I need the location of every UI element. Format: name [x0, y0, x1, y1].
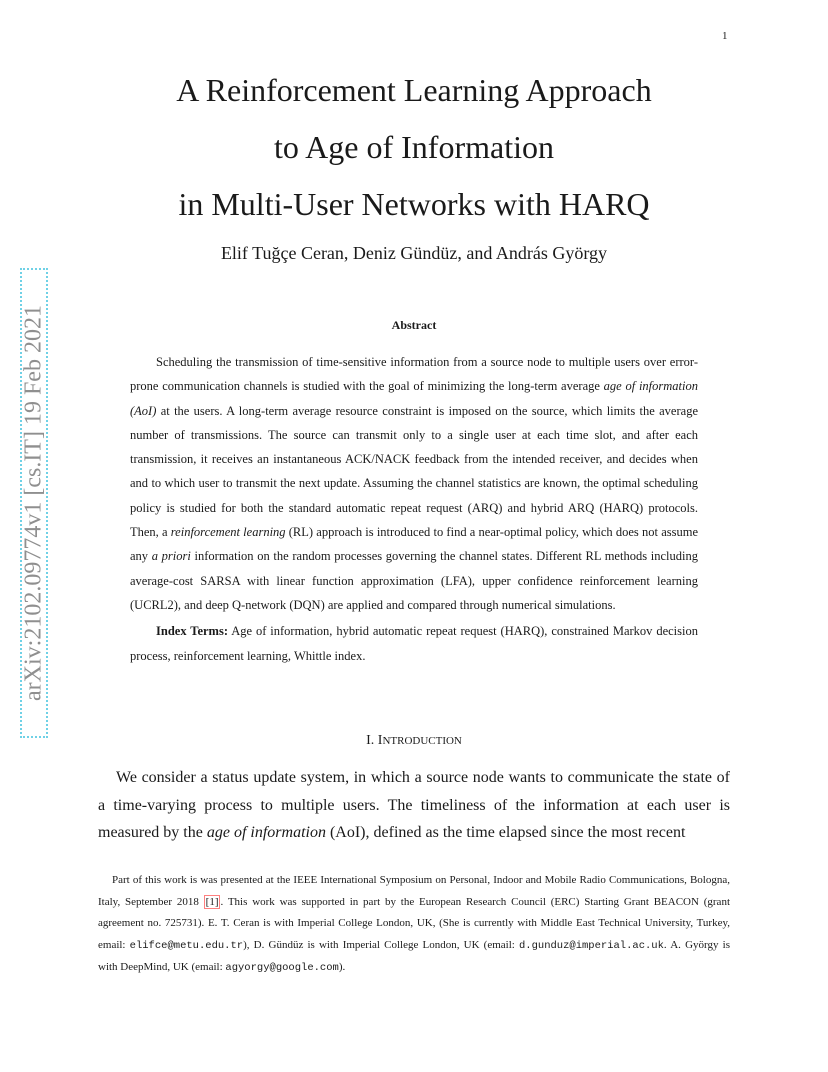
section-heading-introduction: I. INTRODUCTION — [366, 733, 462, 748]
title-line-2: to Age of Information — [274, 129, 554, 165]
emphasis-a-priori: a priori — [151, 549, 191, 564]
abstract-body — [130, 350, 698, 668]
footnote — [98, 870, 730, 980]
title-line-1: A Reinforcement Learning Approach — [176, 72, 652, 108]
footnote-paragraph: Part of this work is was presented at the IEEE International Symposium on Personal, Indoor and Mobile Radio Communications, Bologna, Italy, September 2018 [1] . This work was supported in part by the European Research Council (ERC) Starting Grant BEACON (grant agreement no. 725731). E. T. Ceran is with Imperial College London, UK, (She is currently with Middle East Technical University, Turkey, email: elifce@metu.edu.tr), D. Gündüz is with Imperial College London, UK (email: d.gunduz@imperial.ac.uk. A. Györgу is with DeepMind, UK (email: agyorgy@google.com). — [98, 874, 731, 974]
introduction-text — [98, 764, 730, 847]
email-gunduz[interactable]: d.gunduz@imperial.ac.uk — [518, 939, 664, 952]
email-ceran[interactable]: elifce@metu.edu.tr — [129, 939, 244, 952]
arxiv-stamp[interactable] — [20, 268, 48, 738]
page-number: 1 — [722, 30, 728, 42]
abstract-heading: Abstract — [391, 318, 437, 332]
intro-paragraph: We consider a status update system, in which a source node wants to communicate the state of a time-varying process to multiple users. The timeliness of the information at each user is measured by the age of information (AoI), defined as the time elapsed since the most recent — [98, 769, 730, 841]
emphasis-age-of-information: age of information — [206, 824, 326, 841]
emphasis-aoi: age of information (AoI) — [130, 379, 698, 418]
index-terms-label: Index Terms: — [156, 624, 228, 639]
title-line-3: in Multi-User Networks with HARQ — [178, 186, 650, 222]
email-gyorgy[interactable]: agyorgy@google.com — [225, 962, 339, 974]
citation-link[interactable]: [1] — [205, 895, 219, 908]
emphasis-rl: reinforcement learning — [170, 525, 286, 540]
arxiv-identifier: arXiv:2102.09774v1 [cs.IT] 19 Feb 2021 — [20, 305, 47, 701]
index-terms: Index Terms: Age of information, hybrid automatic repeat request (HARQ), constrained Markov decision process, reinforcement learning, Whittle index. — [130, 624, 698, 663]
abstract-paragraph: Scheduling the transmission of time-sensitive information from a source node to multiple users over error-prone communication channels is studied with the goal of minimizing the long-term average age of information (AoI) at the users. A long-term average resource constraint is imposed on the source, which limits the average number of transmissions. The source can transmit only to a single user at each time slot, and after each transmission, it receives an instantaneous ACK/NACK feedback from the intended receiver, and decides when and to which user to transmit the next update. Assuming the channel statistics are known, the optimal scheduling policy is studied for both the standard automatic repeat request (ARQ) and hybrid ARQ (HARQ) protocols. Then, a reinforcement learning (RL) approach is introduced to find a near-optimal policy, which does not assume any a priori information on the random processes governing the channel states. Different RL methods including average-cost SARSA with linear function approximation (LFA), upper confidence reinforcement learning (UCRL2), and deep Q-network (DQN) are applied and compared through numerical simulations. — [130, 355, 698, 612]
author-list: Elif Tuğçe Ceran, Deniz Gündüz, and András György — [220, 243, 608, 263]
paper-title — [0, 62, 828, 233]
